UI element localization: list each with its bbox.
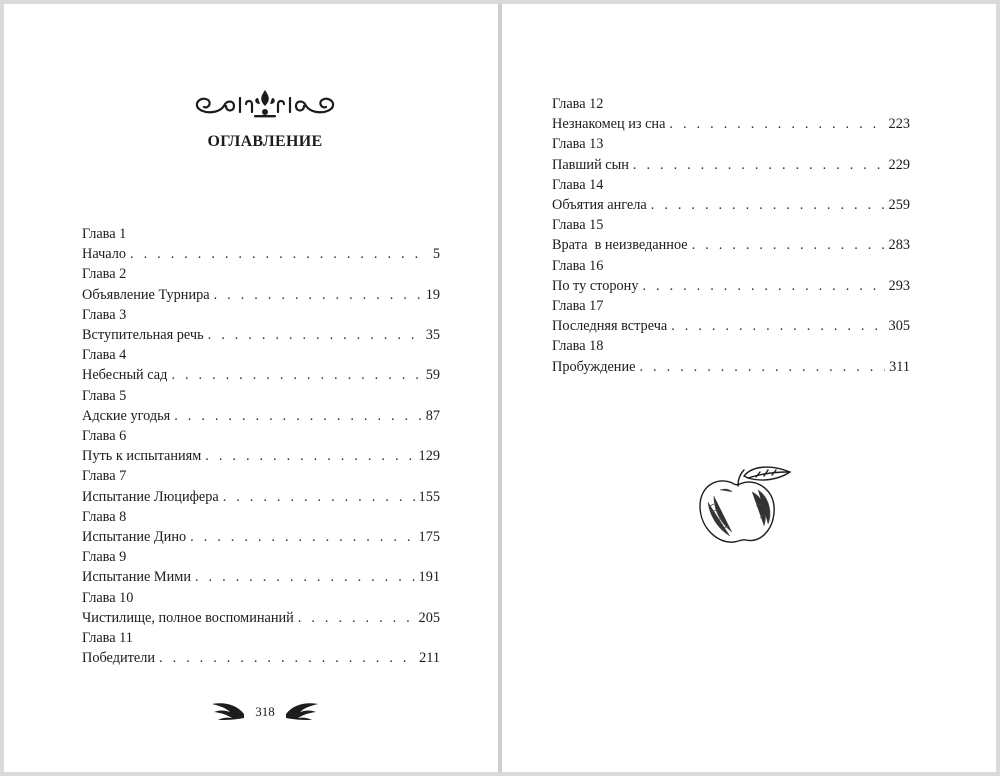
chapter-title: Адские угодья (82, 407, 171, 424)
toc-entry[interactable] (552, 175, 910, 215)
toc-entry[interactable] (82, 628, 440, 668)
toc-entry[interactable] (552, 215, 910, 255)
chapter-label: Глава 18 (552, 338, 604, 355)
toc-entry[interactable] (82, 426, 440, 466)
chapter-title: Чистилище, полное воспоминаний (82, 609, 294, 626)
chapter-label: Глава 11 (82, 630, 133, 647)
toc-entry[interactable] (82, 264, 440, 304)
page-number: 5 (432, 246, 440, 263)
page-number: 229 (888, 156, 910, 173)
apple-icon (690, 462, 794, 548)
page-number: 155 (418, 488, 440, 505)
chapter-label: Глава 4 (82, 347, 127, 364)
chapter-label: Глава 5 (82, 387, 127, 404)
chapter-label: Глава 15 (552, 217, 604, 234)
chapter-title: По ту сторону (552, 277, 639, 294)
leader-dots (159, 648, 415, 668)
chapter-title: Победители (82, 650, 156, 667)
leader-dots (214, 285, 422, 305)
leader-dots (692, 235, 885, 255)
toc-entry[interactable] (82, 588, 440, 628)
leader-dots (651, 195, 885, 215)
leader-dots (223, 487, 415, 507)
chapter-title: Путь к испытаниям (82, 448, 202, 465)
page-number: 205 (418, 609, 440, 626)
toc-entry[interactable] (82, 386, 440, 426)
page-number: 87 (425, 407, 440, 424)
leader-dots (195, 567, 415, 587)
chapter-title: Испытание Дино (82, 529, 187, 546)
toc-left-column (82, 224, 440, 668)
chapter-title: Объятия ангела (552, 197, 647, 214)
page-number-folio: 318 (255, 704, 275, 719)
page-number: 35 (425, 327, 440, 344)
chapter-label: Глава 9 (82, 549, 127, 566)
page-number: 129 (418, 448, 440, 465)
chapter-label: Глава 6 (82, 428, 127, 445)
chapter-title: Пробуждение (552, 358, 636, 375)
chapter-title: Испытание Мими (82, 569, 191, 586)
chapter-label: Глава 14 (552, 176, 604, 193)
page-number: 223 (888, 116, 910, 133)
leader-dots (171, 365, 421, 385)
chapter-label: Глава 7 (82, 468, 127, 485)
toc-entry[interactable] (82, 305, 440, 345)
chapter-label: Глава 10 (82, 589, 134, 606)
chapter-title: Последняя встреча (552, 318, 668, 335)
leader-dots (671, 316, 884, 336)
chapter-label: Глава 2 (82, 266, 127, 283)
leader-dots (639, 357, 885, 377)
toc-entry[interactable] (82, 345, 440, 385)
leader-dots (205, 446, 414, 466)
toc-entry[interactable] (552, 336, 910, 376)
chapter-label: Глава 12 (552, 96, 604, 112)
toc-entry[interactable] (82, 547, 440, 587)
leader-dots (190, 527, 414, 547)
chapter-title: Объявление Турнира (82, 286, 210, 303)
toc-entry[interactable] (552, 256, 910, 296)
page-number: 211 (419, 650, 440, 667)
chapter-title: Небесный сад (82, 367, 168, 384)
leader-dots (669, 114, 884, 134)
page-number: 283 (888, 237, 910, 254)
chapter-title: Незнакомец из сна (552, 116, 666, 133)
page-number: 305 (888, 318, 910, 335)
chapter-label: Глава 13 (552, 136, 604, 153)
flourish-ornament-icon (190, 84, 340, 124)
leader-dots (130, 244, 429, 264)
leader-dots (208, 325, 422, 345)
page-number: 191 (418, 569, 440, 586)
page-number: 311 (889, 358, 910, 375)
toc-entry[interactable] (552, 296, 910, 336)
page-number: 59 (425, 367, 440, 384)
chapter-label: Глава 16 (552, 257, 604, 274)
chapter-label: Глава 3 (82, 306, 127, 323)
leader-dots (298, 608, 415, 628)
toc-entry[interactable] (82, 507, 440, 547)
page-number: 293 (888, 277, 910, 294)
chapter-title: Вступительная речь (82, 327, 204, 344)
chapter-title: Врата в неизведанное (552, 237, 688, 254)
chapter-title: Начало (82, 246, 127, 263)
toc-heading: ОГЛАВЛЕНИЕ (207, 133, 323, 150)
chapter-label: Глава 8 (82, 508, 127, 525)
toc-right-column (552, 94, 910, 377)
page-number: 19 (425, 286, 440, 303)
leader-dots (633, 155, 885, 175)
toc-entry[interactable] (82, 466, 440, 506)
leader-dots (642, 276, 884, 296)
toc-entry[interactable] (552, 134, 910, 174)
toc-entry[interactable] (552, 94, 910, 134)
chapter-title: Павший сын (552, 156, 629, 173)
chapter-label: Глава 17 (552, 298, 604, 315)
page-number: 175 (418, 529, 440, 546)
chapter-label: Глава 1 (82, 226, 127, 242)
chapter-title: Испытание Люцифера (82, 488, 219, 505)
page-number: 259 (888, 197, 910, 214)
leader-dots (174, 406, 421, 426)
toc-entry[interactable] (82, 224, 440, 264)
